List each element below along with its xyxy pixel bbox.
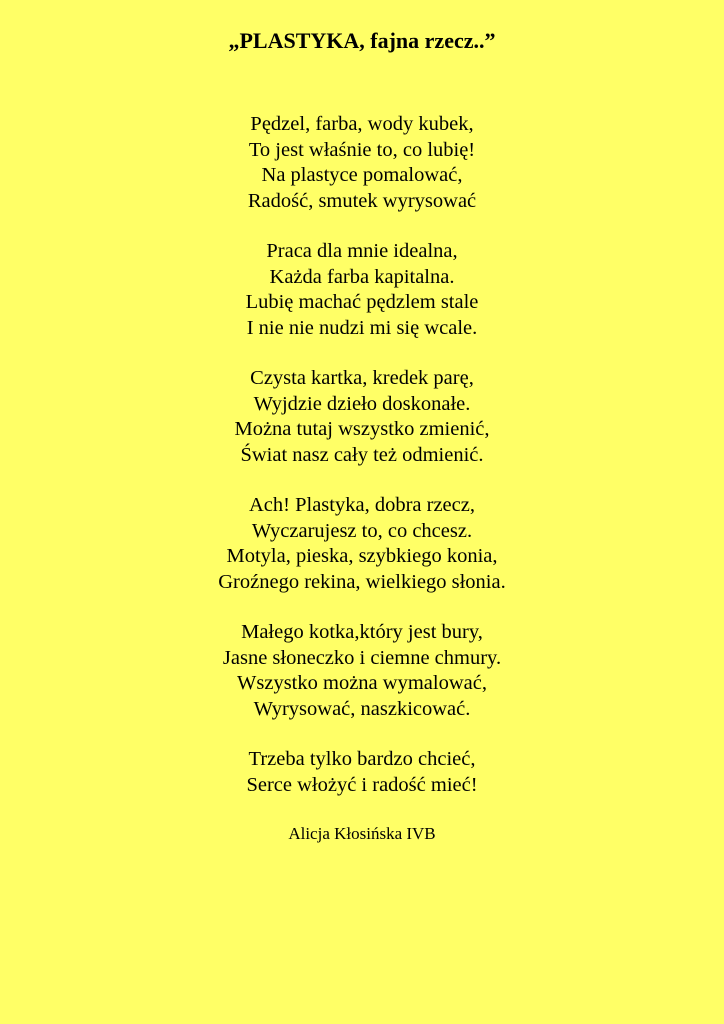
poem-line: Wszystko można wymalować, — [237, 672, 487, 694]
poem-line: Małego kotka,który jest bury, — [241, 621, 483, 643]
poem-line: Trzeba tylko bardzo chcieć, — [248, 748, 476, 770]
poem-line: Groźnego rekina, wielkiego słonia. — [218, 570, 506, 593]
poem-line: Każda farba kapitalna. — [269, 265, 455, 288]
poem-line: Jasne słoneczko i ciemne chmury. — [222, 646, 502, 669]
stanza-3 — [0, 366, 724, 468]
poem-title: „PLASTYKA, fajna rzecz..” — [228, 28, 496, 53]
poem-line: Pędzel, farba, wody kubek, — [250, 113, 474, 135]
poem-line: Czysta kartka, kredek parę, — [250, 367, 474, 389]
stanza-1 — [0, 112, 724, 214]
stanza-5 — [0, 620, 724, 722]
stanza-4 — [0, 493, 724, 595]
poem-line: Na plastyce pomalować, — [261, 164, 463, 186]
poem-line: Ach! Plastyka, dobra rzecz, — [249, 494, 475, 516]
poem-line: Wyjdzie dzieło doskonałe. — [253, 392, 471, 415]
poem-line: Serce włożyć i radość mieć! — [246, 773, 478, 796]
poem-line: Praca dla mnie idealna, — [266, 240, 458, 262]
poem-line: Wyrysować, naszkicować. — [253, 697, 471, 720]
poem-line: Wyczarujesz to, co chcesz. — [251, 519, 473, 542]
poem-author: Alicja Kłosińska IVB — [288, 824, 436, 843]
poem-body — [0, 112, 724, 798]
poem-line: Świat nasz cały też odmienić. — [240, 443, 484, 466]
stanza-2 — [0, 239, 724, 341]
poem-line: I nie nie nudzi mi się wcale. — [246, 316, 478, 339]
stanza-6 — [0, 747, 724, 798]
poem-line: Motyla, pieska, szybkiego konia, — [226, 545, 498, 567]
poem-line: Lubię machać pędzlem stale — [245, 291, 479, 313]
poem-line: To jest właśnie to, co lubię! — [248, 138, 476, 161]
poem-line: Można tutaj wszystko zmienić, — [234, 418, 490, 440]
poem-line: Radość, smutek wyrysować — [247, 189, 477, 212]
